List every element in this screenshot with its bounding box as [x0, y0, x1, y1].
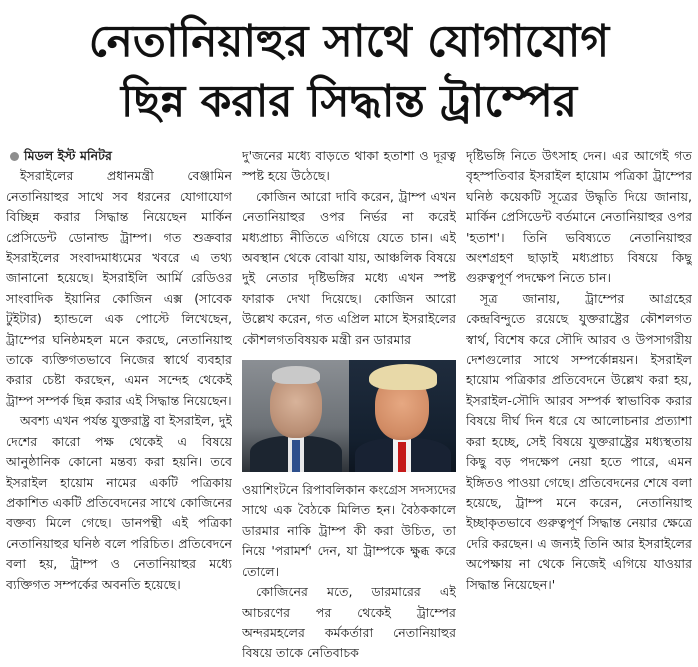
paragraph: ইসরাইলের প্রধানমন্ত্রী বেঞ্জামিন নেতানিয়াহুর সাথে সব ধরনের যোগাযোগ বিচ্ছিন্ন করার সিদ্ধান্ত নিয়েছেন মার্কিন প্রেসিডেন্ট ডোনাল্ড ট্রাম্প। গত শুক্রবার ইসরাইলের সংবাদমাধ্যমের খবরে এ তথ্য জানানো হয়েছে। ইসরাইলি আর্মি রেডিওর সাংবাদিক ইয়ানির কোজিন এক্স (সাবেক টুইটার) হ্যান্ডলে এক পোস্টে লিখেছেন, ট্রাম্পের ঘনিষ্ঠমহল মনে করছে, নেতানিয়াহু তাকে ব্যক্তিগতভাবে নিজের স্বার্থে ব্যবহার করার চেষ্টা করছেন, এমন সন্দেহ থেকেই ট্রাম্প সম্পর্ক ছিন্ন করার এই সিদ্ধান্ত নিয়েছেন। [6, 168, 232, 408]
netanyahu-portrait [242, 360, 349, 472]
paragraph: ওয়াশিংটনে রিপাবলিকান কংগ্রেস সদস্যদের সাথে এক বৈঠকে মিলিত হন। বৈঠককালে ডারমার নাকি ট্রাম্প কী করা উচিত, তা নিয়ে 'পরামর্শ' দেন, যা ট্রাম্পকে ক্ষুব্ধ করে তোলে। [242, 482, 456, 579]
paragraph: দৃষ্টিভঙ্গি নিতে উৎসাহ দেন। এর আগেই গত বৃহস্পতিবার ইসরাইল হায়োম পত্রিকা ট্রাম্পের ঘনিষ্ঠ কয়েকটি সূত্রের উদ্ধৃতি দিয়ে জানায়, মার্কিন প্রেসিডেন্ট বর্তমানে নেতানিয়াহুর ওপর 'হতাশ'। তিনি ভবিষ্যতে নেতানিয়াহুর অংশগ্রহণ ছাড়াই মধ্যপ্রাচ্য বিষয়ে কিছু গুরুত্বপূর্ণ পদক্ষেপ নিতে চান। [466, 148, 692, 286]
article-column-2 [242, 146, 456, 664]
byline [6, 146, 232, 166]
bullet-icon [10, 152, 19, 161]
trump-portrait [349, 360, 456, 472]
article-column-3 [466, 146, 692, 664]
headline [0, 0, 698, 140]
article-column-1 [6, 146, 232, 664]
headline-line-1: নেতানিয়াহুর সাথে যোগাযোগ [88, 16, 610, 67]
paragraph: অবশ্য এখন পর্যন্ত যুক্তরাষ্ট্র বা ইসরাইল, দুই দেশের কারো পক্ষ থেকেই এ বিষয়ে আনুষ্ঠানিক কোনো মন্তব্য করা হয়নি। তবে ইসরাইল হায়োম নামের একটি পত্রিকায় প্রকাশিত একটি প্রতিবেদনের সাথে কোজিনের বক্তব্য মিলে গেছে। ডানপন্থী এই পত্রিকা নেতানিয়াহুর ঘনিষ্ঠ বলে পরিচিত। প্রতিবেদনে বলা হয়, ট্রাম্প ও নেতানিয়াহুর মধ্যে ব্যক্তিগত সম্পর্কের অবনতি হয়েছে। [6, 413, 232, 592]
paragraph: কোজিন আরো দাবি করেন, ট্রাম্প এখন নেতানিয়াহুর ওপর নির্ভর না করেই মধ্যপ্রাচ্য নীতিতে এগিয়ে যেতে চান। এই অবস্থান থেকে বোঝা যায়, আঞ্চলিক বিষয়ে দুই নেতার দৃষ্টিভঙ্গির মধ্যে এখন স্পষ্ট ফারাক দেখা দিয়েছে। কোজিন আরো উল্লেখ করেন, গত এপ্রিল মাসে ইসরাইলের কৌশলগতবিষয়ক মন্ত্রী রন ডারমার [242, 188, 456, 347]
byline-source: মিডল ইস্ট মনিটর [24, 148, 112, 163]
paragraph: সূত্র জানায়, ট্রাম্পের আগ্রহের কেন্দ্রবিন্দুতে রয়েছে যুক্তরাষ্ট্রের কৌশলগত স্বার্থ, বিশেষ করে সৌদি আরব ও উপসাগরীয় দেশগুলোর সাথে সম্পর্কোন্নয়ন। ইসরাইল হায়োম পত্রিকার প্রতিবেদনে উল্লেখ করা হয়, ইসরাইল-সৌদি আরব সম্পর্ক স্বাভাবিক করার বিষয়ে দীর্ঘ দিন ধরে যে আলোচনার প্রত্যাশা করা হচ্ছে, সেই বিষয়ে যুক্তরাষ্ট্রের মধ্যস্থতায় কিছু বড় পদক্ষেপ নেয়া হতে পারে, এমন ইঙ্গিতও পাওয়া গেছে। প্রতিবেদনের শেষে বলা হয়েছে, ট্রাম্প মনে করেন, নেতানিয়াহু ইচ্ছাকৃতভাবে গুরুত্বপূর্ণ সিদ্ধান্ত নেয়ার ক্ষেত্রে দেরি করছেন। এ জন্যই তিনি আর ইসরাইলের অপেক্ষায় না থেকে নিজেই এগিয়ে যাওয়ার সিদ্ধান্ত নিয়েছেন।' [466, 290, 692, 592]
headline-line-2: ছিন্ন করার সিদ্ধান্ত ট্রাম্পের [120, 76, 578, 127]
article-body [6, 146, 692, 664]
paragraph: কোজিনের মতে, ডারমারের এই আচরণের পর থেকেই ট্রাম্পের অন্দরমহলের কর্মকর্তারা নেতানিয়াহুর বিষয়ে তাকে নেতিবাচক [242, 584, 456, 661]
leaders-photo [242, 360, 456, 472]
paragraph: দু'জনের মধ্যে বাড়তে থাকা হতাশা ও দূরত্ব স্পষ্ট হয়ে উঠেছে। [242, 148, 456, 184]
